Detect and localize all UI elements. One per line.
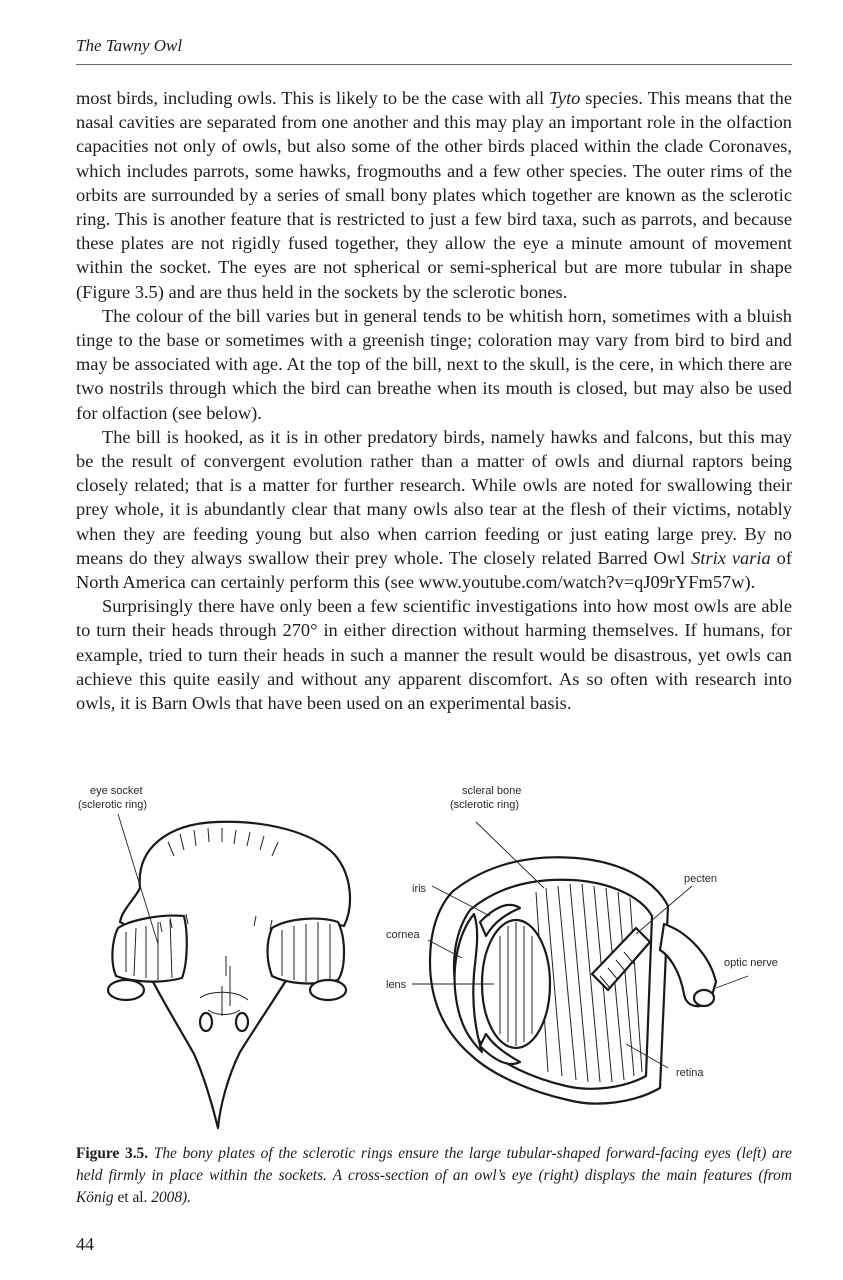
paragraph-1-part-a: most birds, including owls. This is likely to be the case with all	[76, 88, 550, 108]
caption-author: König	[76, 1189, 114, 1206]
paragraph-4: Surprisingly there have only been a few scientific investigations into how most owls are able to turn their heads through 270° in either direction without harming themselves. If humans, for example, tried to turn their heads in such a manner the result would be disastrous, yet owls can achieve this quite easily and without any apparent discomfort. As so often with research into owls, it is Barn Owls that have been used on an experimental basis.	[76, 596, 792, 714]
eye-cross-section-drawing	[430, 857, 716, 1103]
species-strix-varia: Strix varia	[691, 547, 771, 568]
label-retina: retina	[676, 1067, 704, 1079]
figure-number: Figure 3.5.	[76, 1145, 149, 1162]
caption-year: 2008).	[151, 1189, 192, 1206]
figure-illustration	[76, 776, 792, 1136]
paragraph-1	[76, 86, 792, 304]
figure-caption	[76, 1143, 792, 1209]
label-scleral-bone-sub: (sclerotic ring)	[450, 799, 520, 811]
paragraph-1-part-c: species. This means that the nasal cavities are separated from one another and this may play an important role in the olfaction capacities not only of owls, but also some of the other birds placed within the clade Coronaves, which includes parrots, some hawks, frogmouths and a few other species. The outer rims of the orbits are surrounded by a series of small bony plates which together are known as the sclerotic ring. This is another feature that is restricted to just a few bird taxa, such as parrots, and because these plates are not rigidly fused together, they allow the eye a minute amount of movement within the socket. The eyes are not spherical or semi-spherical but are more tubular in shape (Figure 3.5) and are thus held in the sockets by the sclerotic bones.	[76, 88, 792, 302]
label-cornea: cornea	[386, 929, 420, 941]
body-text	[76, 86, 792, 715]
paragraph-3-part-a: The bill is hooked, as it is in other predatory birds, namely hawks and falcons, but this may be the result of convergent evolution rather than a matter of owls and diurnal raptors being closely related; that is a matter for further research. While owls are noted for swallowing their prey whole, it is abundantly clear that many owls also tear at the flesh of their victims, notably when they are feeding young but also when carrion feeding or just eating large prey. By no means do they always swallow their prey whole. The closely related Barred Owl	[76, 426, 792, 568]
caption-et-al: et al.	[113, 1189, 152, 1206]
page-number: 44	[76, 1234, 94, 1254]
label-eye-socket-sub: (sclerotic ring)	[78, 799, 148, 811]
paragraph-3	[76, 425, 792, 594]
label-optic-nerve: optic nerve	[724, 957, 778, 969]
paragraph-2: The colour of the bill varies but in general tends to be whitish horn, sometimes with a bluish tinge to the base or sometimes with a greenish tinge; coloration may vary from bird to bird and may be associated with age. At the top of the bill, next to the skull, is the cere, in which there are two nostrils through which the bird can breathe when its mouth is closed, but may also be used for olfaction (see below).	[76, 305, 792, 423]
header-rule	[76, 64, 792, 65]
label-scleral-bone: scleral bone	[462, 785, 522, 797]
label-eye-socket: eye socket	[90, 785, 143, 797]
optic-nerve-leader	[716, 976, 748, 988]
running-head: The Tawny Owl	[76, 36, 183, 55]
label-iris: iris	[412, 883, 427, 895]
caption-text-a: The bony plates of the sclerotic rings ensure the large tubular-shaped forward-facing eyes (left) are held firmly in place within the sockets. A cross-section of an owl’s eye (right) displays the main features (from	[76, 1145, 793, 1184]
figure-3-5	[76, 776, 792, 1136]
label-pecten: pecten	[684, 873, 718, 885]
genus-tyto: Tyto	[549, 88, 581, 108]
label-lens: lens	[386, 979, 407, 991]
paragraph-3-part-c: of North America can certainly perform this (see www.youtube.com/watch?v=qJ09rYFm57w).	[76, 547, 793, 593]
owl-skull-drawing	[108, 822, 350, 1128]
